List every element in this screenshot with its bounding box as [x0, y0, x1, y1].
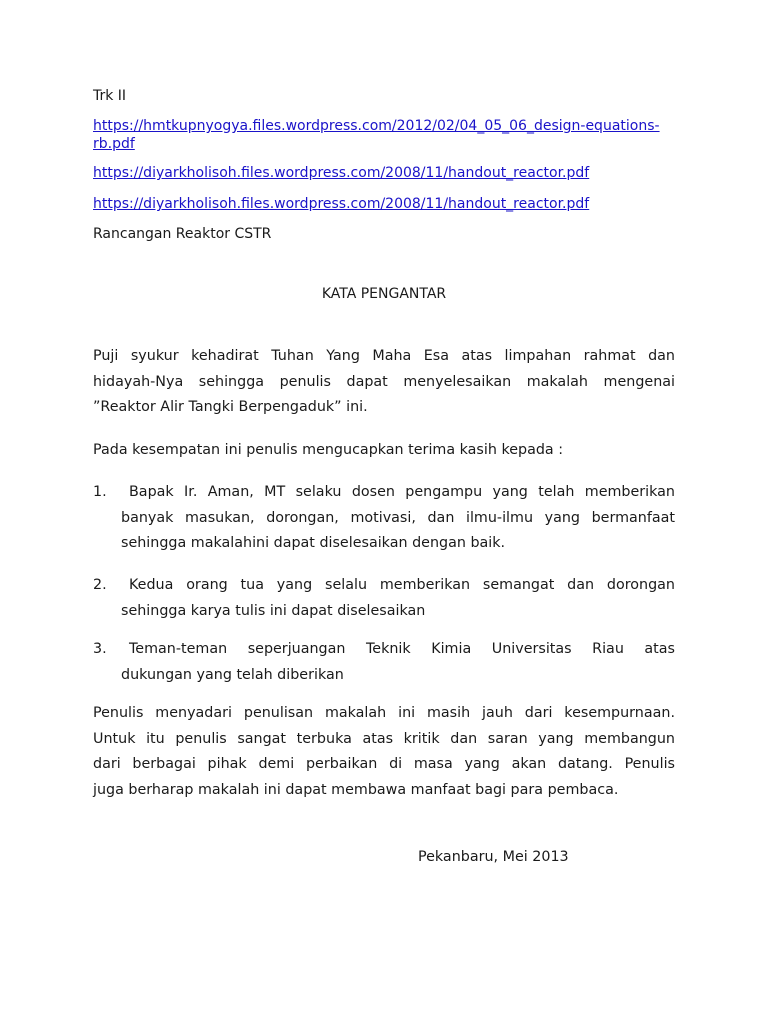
list-line — [93, 573, 675, 599]
intro-paragraph — [93, 344, 675, 421]
closing-line: dari berbagai pihak demi perbaikan di masa yang akan datang. Penulis — [93, 756, 675, 772]
intro-line: ”Reaktor Alir Tangki Berpengaduk” ini. — [93, 399, 368, 415]
list-text: Teman-teman seperjuangan Teknik Kimia Universitas Riau atas — [129, 641, 675, 657]
closing-line: Penulis menyadari penulisan makalah ini masih jauh dari kesempurnaan. — [93, 705, 675, 721]
list-line: sehingga makalahini dapat diselesaikan dengan baik. — [121, 535, 506, 551]
signature-place-date: Pekanbaru, Mei 2013 — [418, 849, 569, 865]
list-line: banyak masukan, dorongan, motivasi, dan ilmu-ilmu yang bermanfaat — [121, 509, 675, 526]
thanks-list-item-2 — [93, 573, 675, 624]
list-text: Kedua orang tua yang selalu memberikan semangat dan dorongan — [129, 577, 675, 593]
closing-paragraph — [93, 701, 675, 803]
reference-link-1[interactable]: https://hmtkupnyogya.files.wordpress.com/2012/02/04_05_06_design-equations- — [93, 118, 660, 134]
page-title: KATA PENGANTAR — [321, 286, 447, 302]
thanks-list-item-3 — [93, 637, 675, 688]
list-line: dukungan yang telah diberikan — [121, 666, 344, 683]
reference-link-3[interactable]: https://diyarkholisoh.files.wordpress.com/2008/11/handout_reactor.pdf — [93, 196, 590, 212]
closing-line: Untuk itu penulis sangat terbuka atas kritik dan saran yang membangun — [93, 730, 675, 747]
list-number: 2. — [93, 577, 107, 593]
closing-line: juga berharap makalah ini dapat membawa manfaat bagi para pembaca. — [93, 781, 619, 798]
list-line: sehingga karya tulis ini dapat diselesaikan — [121, 602, 426, 619]
list-line — [93, 480, 675, 506]
list-line — [93, 637, 675, 663]
document-subtitle: Rancangan Reaktor CSTR — [93, 226, 272, 242]
list-number: 3. — [93, 641, 107, 657]
thanks-list-item-1 — [93, 480, 675, 557]
intro-line: Puji syukur kehadirat Tuhan Yang Maha Esa atas limpahan rahmat dan — [93, 348, 675, 364]
thanks-intro: Pada kesempatan ini penulis mengucapkan terima kasih kepada : — [93, 442, 564, 458]
reference-link-2[interactable]: https://diyarkholisoh.files.wordpress.com/2008/11/handout_reactor.pdf — [93, 165, 590, 181]
header-label: Trk II — [93, 88, 127, 104]
reference-link-1-continued[interactable]: rb.pdf — [93, 136, 135, 152]
list-text: Bapak Ir. Aman, MT selaku dosen pengampu yang telah memberikan — [129, 484, 675, 500]
list-number: 1. — [93, 484, 107, 500]
intro-line: hidayah-Nya sehingga penulis dapat menyelesaikan makalah mengenai — [93, 373, 675, 390]
